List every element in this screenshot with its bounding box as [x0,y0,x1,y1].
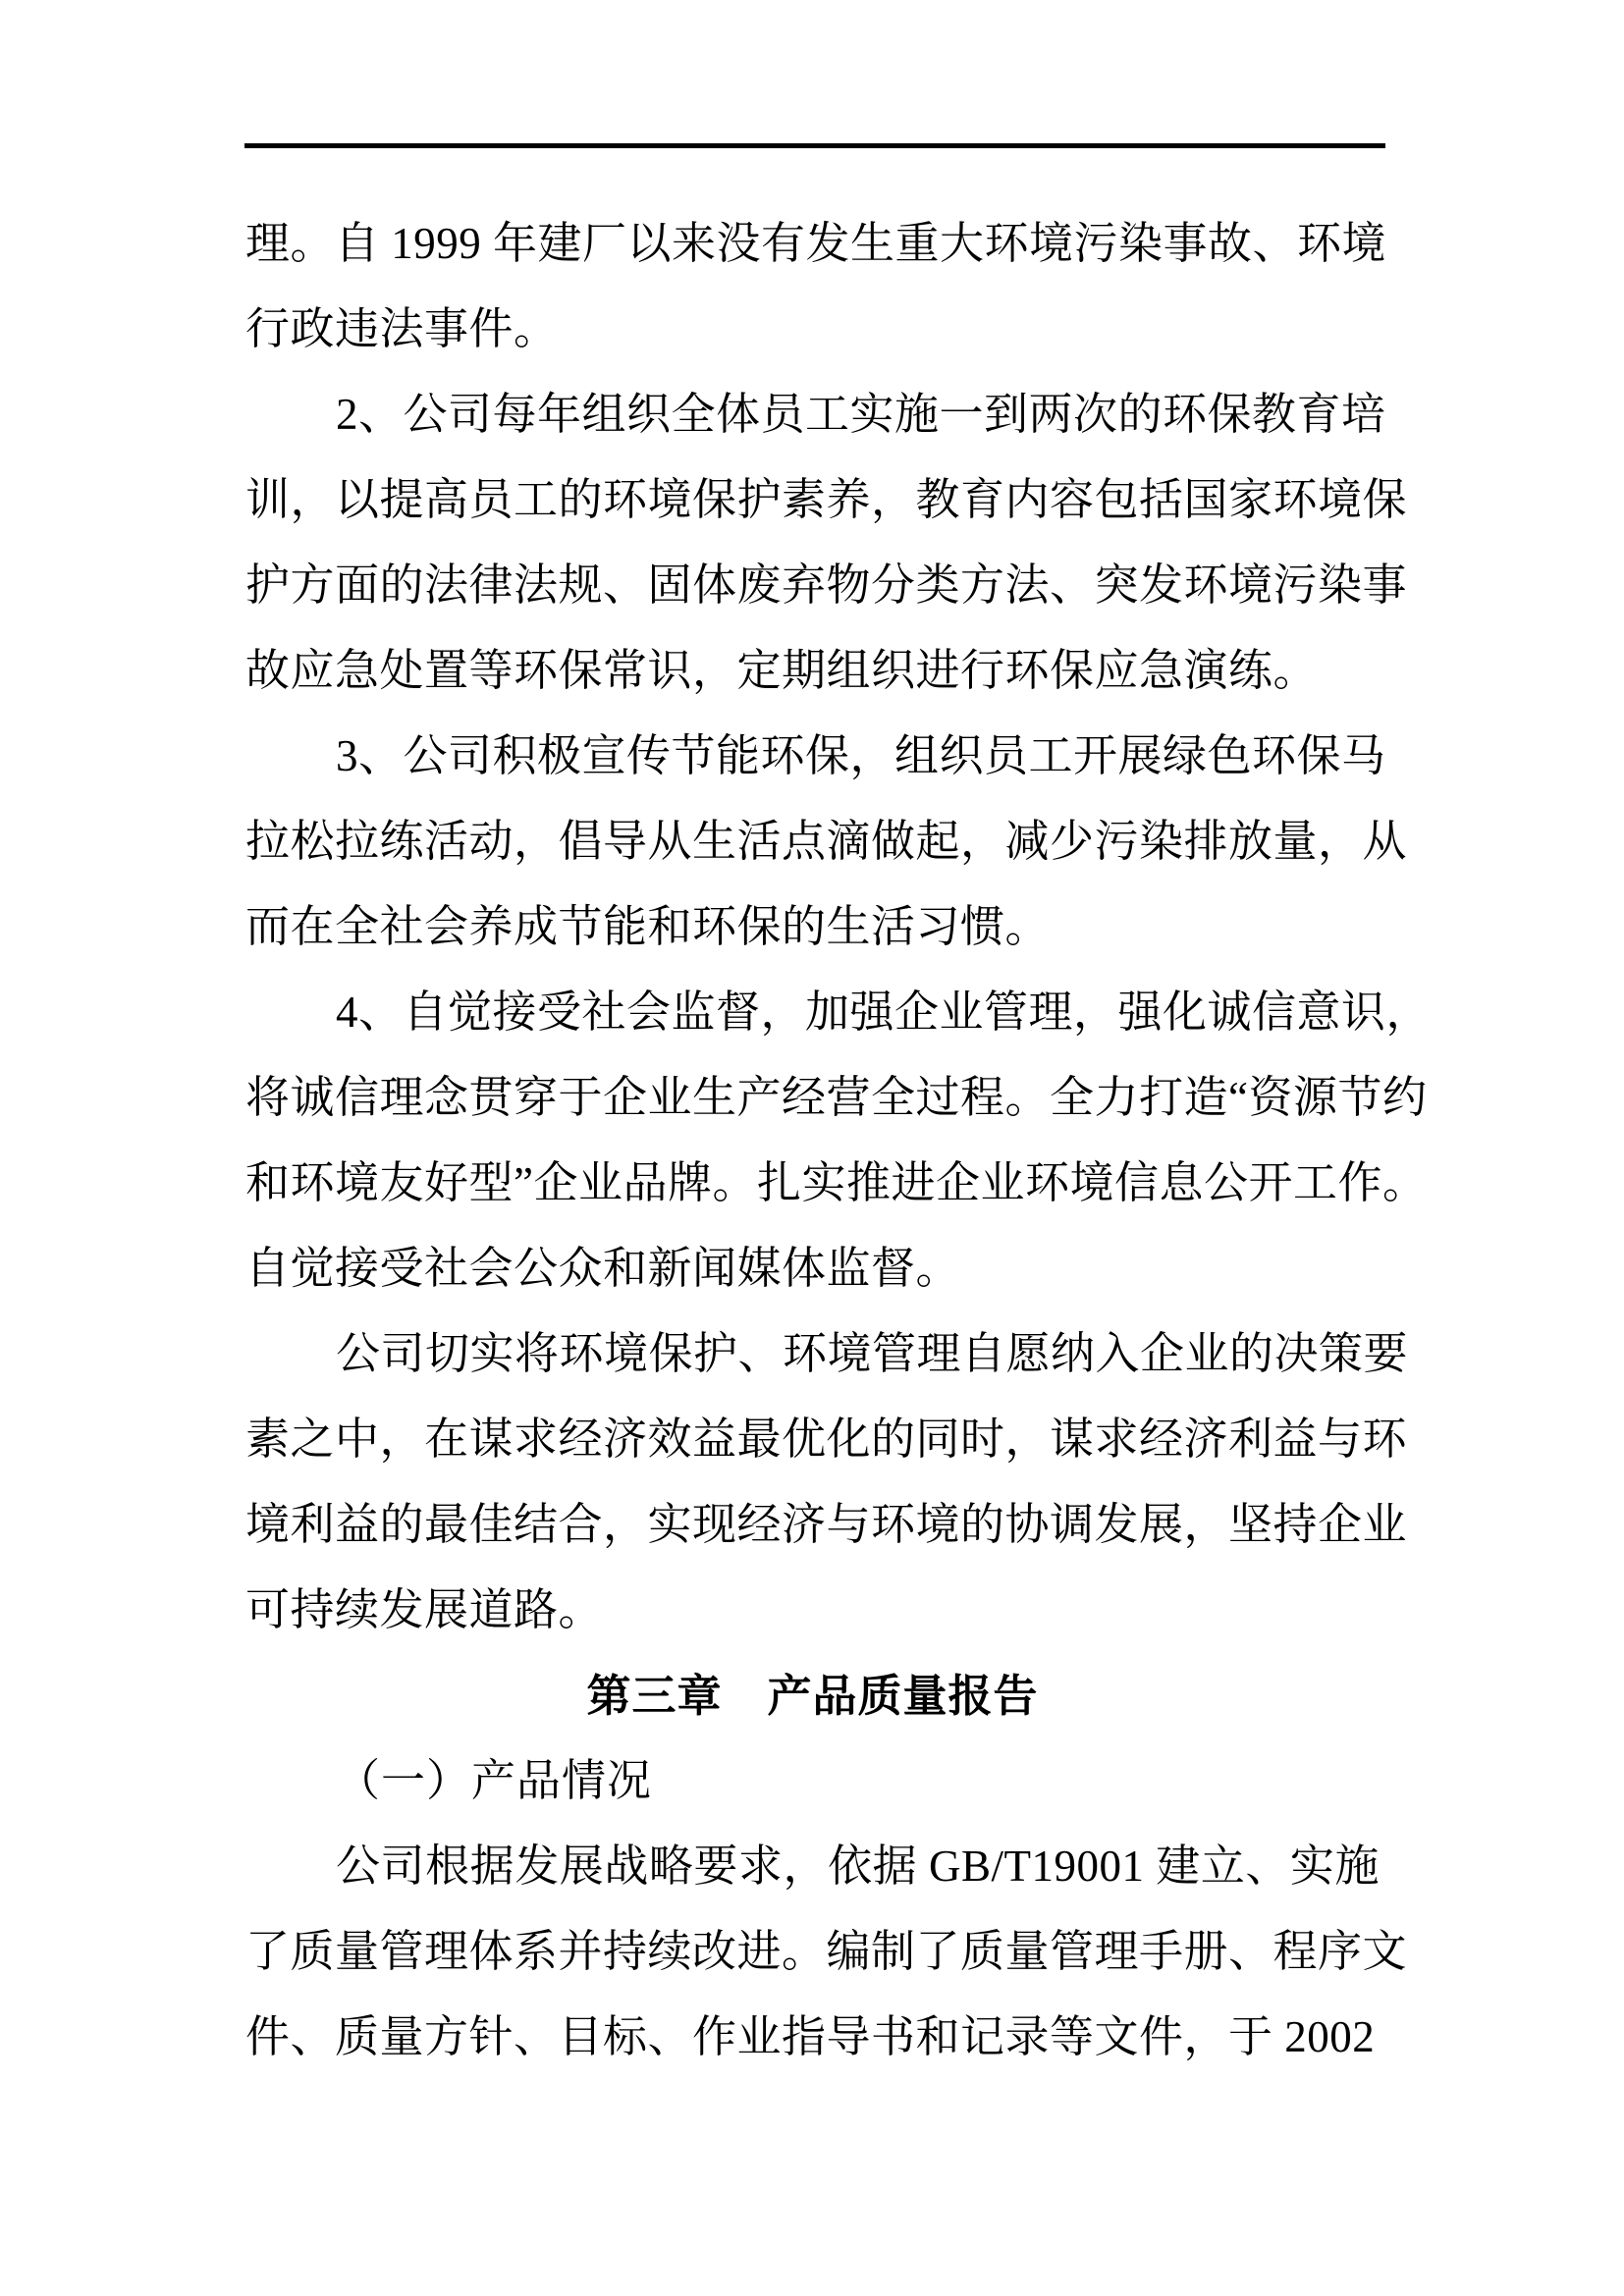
text-line: 素之中，在谋求经济效益最优化的同时，谋求经济利益与环 [245,1415,1408,1464]
text-line: 可持续发展道路。 [245,1585,604,1634]
text-line: 而在全社会养成节能和环保的生活习惯。 [245,902,1051,951]
text-line: 件、质量方针、目标、作业指导书和记录等文件，于 2002 [245,2012,1376,2061]
text-line: 2、公司每年组织全体员工实施一到两次的环保教育培 [336,390,1386,439]
chapter-heading: 第三章 产品质量报告 [586,1671,1039,1721]
section-heading: （一）产品情况 [336,1756,653,1805]
text-line: 行政违法事件。 [245,304,559,353]
text-line: 和环境友好型”企业品牌。扎实推进企业环境信息公开工作。 [245,1158,1428,1207]
text-line: 自觉接受社会公众和新闻媒体监督。 [245,1244,961,1293]
text-line: 理。自 1999 年建厂以来没有发生重大环境污染事故、环境 [245,219,1387,268]
text-line: 境利益的最佳结合，实现经济与环境的协调发展，坚持企业 [245,1500,1408,1549]
text-line: 4、自觉接受社会监督，加强企业管理，强化诚信意识， [336,988,1432,1037]
text-line: 3、公司积极宣传节能环保，组织员工开展绿色环保马 [336,731,1386,780]
header-rule [244,143,1385,148]
document-text [245,201,1432,2080]
text-line: 公司根据发展战略要求，依据 GB/T19001 建立、实施 [336,1842,1380,1891]
text-line: 故应急处置等环保常识，定期组织进行环保应急演练。 [245,646,1319,695]
text-line: 训，以提高员工的环境保护素养，教育内容包括国家环境保 [245,475,1408,524]
text-line: 拉松拉练活动，倡导从生活点滴做起，减少污染排放量，从 [245,817,1408,866]
text-line: 护方面的法律法规、固体废弃物分类方法、突发环境污染事 [245,561,1408,610]
text-line: 公司切实将环境保护、环境管理自愿纳入企业的决策要 [336,1329,1409,1378]
text-line: 将诚信理念贯穿于企业生产经营全过程。全力打造“资源节约 [245,1073,1428,1122]
text-line: 了质量管理体系并持续改进。编制了质量管理手册、程序文 [245,1927,1408,1976]
